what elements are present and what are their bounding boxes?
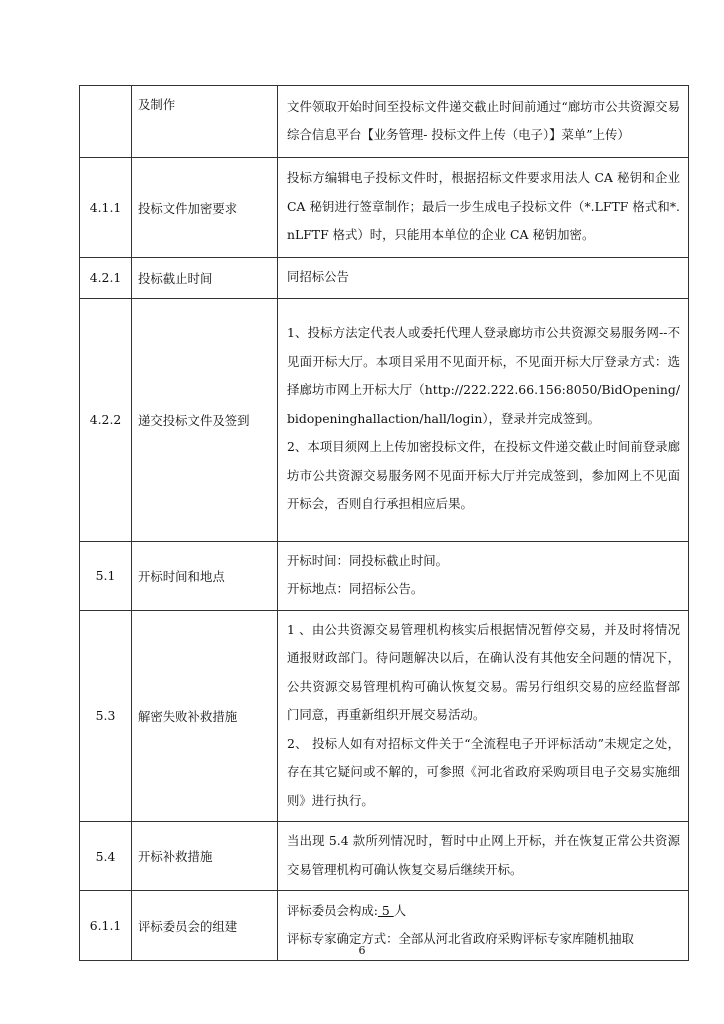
row-content [278,822,689,891]
row-content [278,541,689,610]
row-content [278,298,689,541]
row-number: 4.2.1 [80,258,132,299]
committee-size-unit: 人 [393,902,407,918]
row-item: 及制作 [132,86,278,158]
row-content [278,86,689,158]
row-number: 5.3 [80,610,132,822]
row-number: 4.1.1 [80,158,132,258]
row-item: 评标委员会的组建 [132,891,278,961]
row-content [278,258,689,299]
committee-label: 评标委员会构成: [287,902,378,918]
content-paragraph: 2、 投标人如有对招标文件关于“全流程电子开评标活动”未规定之处，存在其它疑问或不解的，可参照《河北省政府采购项目电子交易实施细则》进行执行。 [287,735,680,808]
table-row [80,298,689,541]
content-paragraph: 2、本项目须网上上传加密投标文件，在投标文件递交截止时间前登录廊坊市公共资源交易服务网不见面开标大厅并完成签到，参加网上不见面开标会，否则自行承担相应后果。 [287,439,680,512]
content-paragraph: 1 、由公共资源交易管理机构核实后根据情况暂停交易，并及时将情况通报财政部门。待问题解决以后，在确认没有其他安全问题的情况下，公共资源交易管理机构可确认恢复交易。需另行组织交易的应经监督部门同意，再重新组织开展交易活动。 [287,621,680,722]
row-item: 解密失败补救措施 [132,610,278,822]
row-item: 投标截止时间 [132,258,278,299]
table-row [80,158,689,258]
table-row [80,86,689,158]
row-content [278,158,689,258]
row-content [278,610,689,822]
table-row [80,258,689,299]
table-row [80,610,689,822]
content-paragraph: 投标方编辑电子投标文件时，根据招标文件要求用法人 CA 秘钥和企业 CA 秘钥进行签章制作；最后一步生成电子投标文件（*.LFTF 格式和*.nLFTF 格式）时，只能用本单位的企业 CA 秘钥加密。 [287,170,680,243]
page-number: 6 [358,944,366,957]
row-item: 开标时间和地点 [132,541,278,610]
content-paragraph: 当出现 5.4 款所列情况时，暂时中止网上开标，并在恢复正常公共资源交易管理机构可确认恢复交易后继续开标。 [287,833,680,877]
row-item: 开标补救措施 [132,822,278,891]
content-paragraph: 开标地点：同招标公告。 [287,581,424,596]
content-paragraph: 开标时间：同投标截止时间。 [287,552,449,568]
content-paragraph [287,897,680,926]
content-paragraph: 评标专家确定方式：全部从河北省政府采购评标专家库随机抽取 [287,931,634,946]
table-row [80,541,689,610]
committee-size-value: 5 [377,902,394,918]
row-number: 5.1 [80,541,132,610]
content-paragraph: 1、投标方法定代表人或委托代理人登录廊坊市公共资源交易服务网--不见面开标大厅。本项目采用不见面开标，不见面开标大厅登录方式：选择廊坊市网上开标大厅（http://222.222.66.156:8050/BidOpening/bidopeninghallaction/hall/login），登录并完成签到。 [287,325,680,426]
row-number: 4.2.2 [80,298,132,541]
table-row [80,822,689,891]
content-paragraph: 文件领取开始时间至投标文件递交截止时间前通过“廊坊市公共资源交易综合信息平台【业务管理- 投标文件上传（电子）】菜单”上传） [287,98,680,142]
row-number: 6.1.1 [80,891,132,961]
row-item: 递交投标文件及签到 [132,298,278,541]
content-paragraph: 同招标公告 [287,269,349,284]
requirements-table [79,85,689,961]
row-item: 投标文件加密要求 [132,158,278,258]
row-number: 5.4 [80,822,132,891]
row-number [80,86,132,158]
